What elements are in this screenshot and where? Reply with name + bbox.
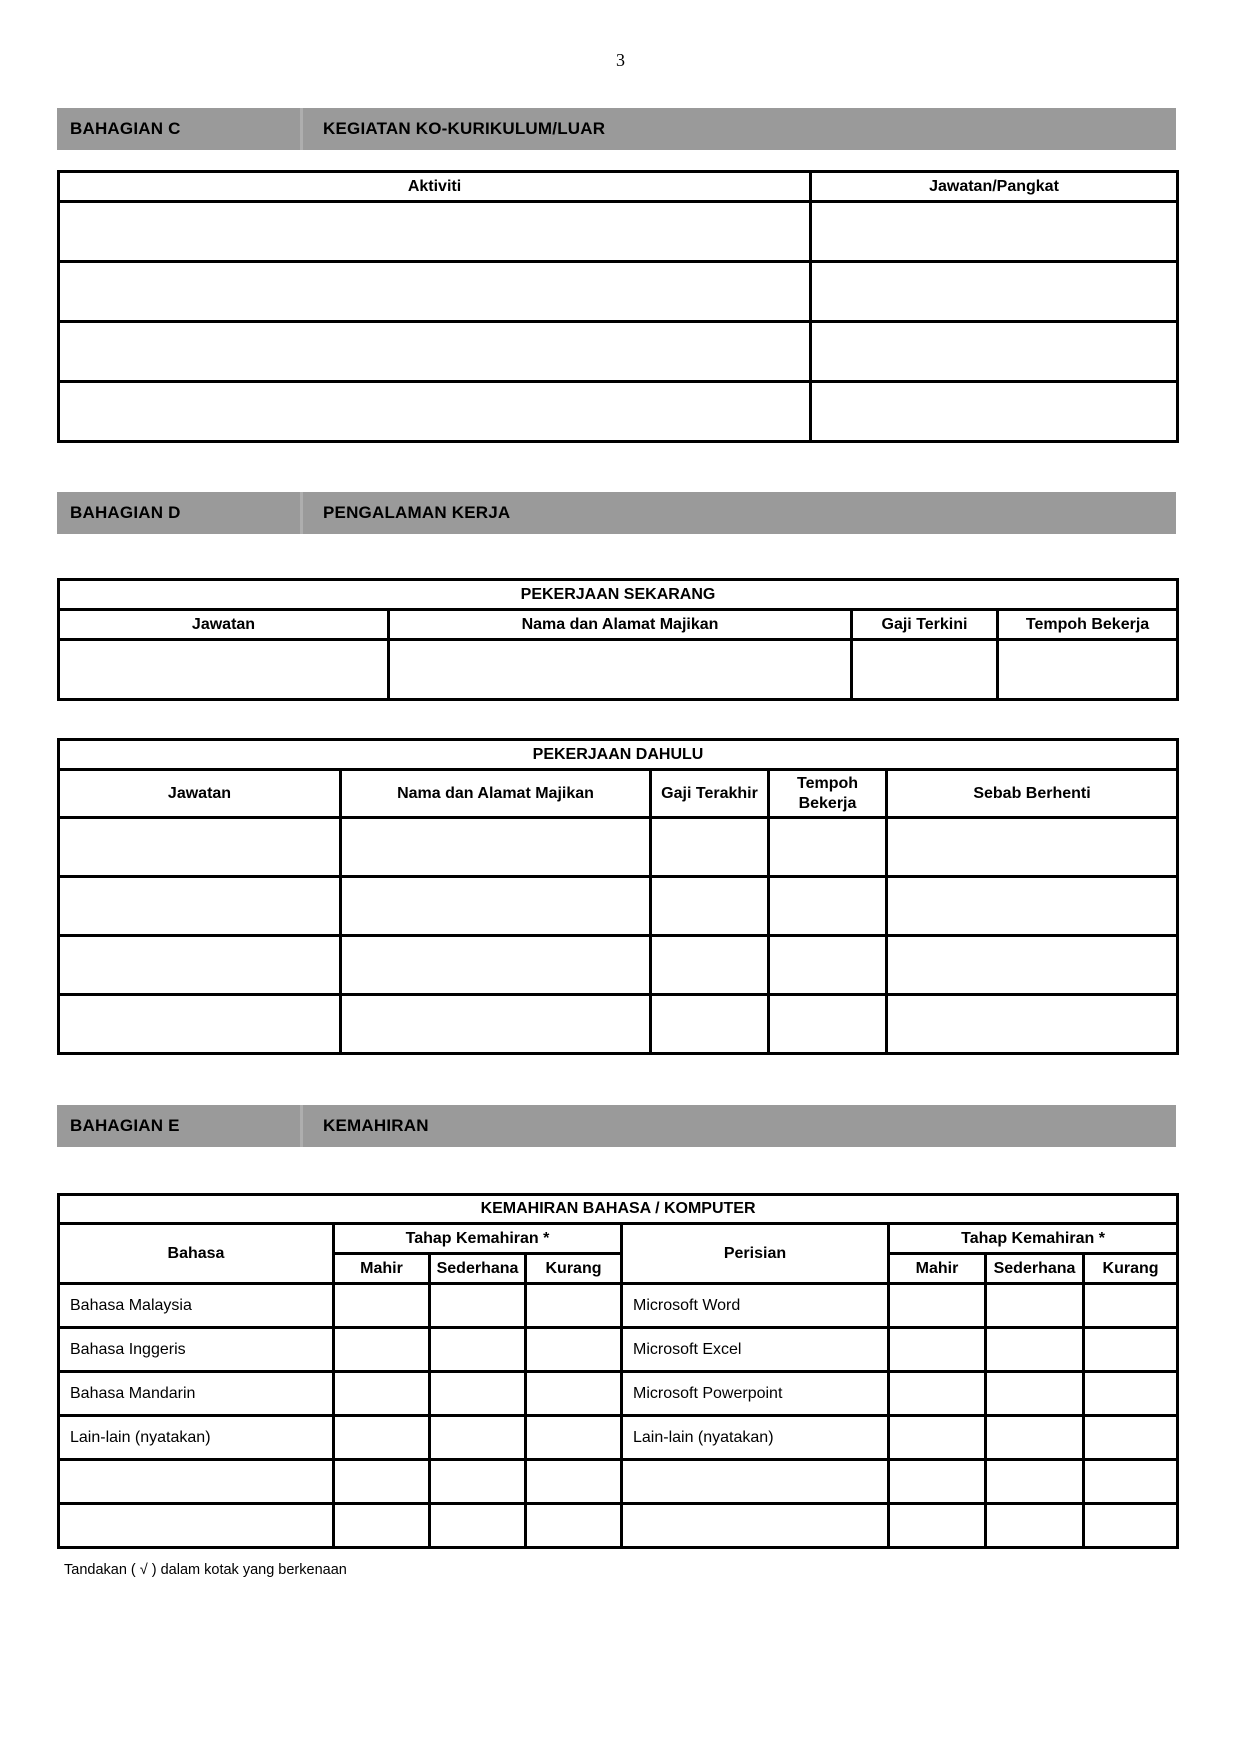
mahir-checkbox-cell[interactable] — [889, 1372, 986, 1416]
kurang-checkbox-cell[interactable] — [1084, 1416, 1178, 1460]
sederhana-checkbox-cell[interactable] — [430, 1284, 526, 1328]
sederhana-checkbox-cell[interactable] — [430, 1372, 526, 1416]
section-bar-e — [57, 1105, 1176, 1147]
pekerjaan-dahulu-row — [59, 995, 1178, 1054]
header-sederhana: Sederhana — [430, 1254, 526, 1284]
kokurikulum-row — [59, 202, 1178, 262]
header-perisian: Perisian — [622, 1224, 889, 1284]
header-sederhana: Sederhana — [986, 1254, 1084, 1284]
header-jawatan: Jawatan — [59, 610, 389, 640]
section-bar-c — [57, 108, 1176, 150]
nama-alamat-majikan-input-cell[interactable] — [341, 995, 651, 1054]
bahasa-input-cell[interactable] — [59, 1504, 334, 1548]
mahir-checkbox-cell[interactable] — [334, 1372, 430, 1416]
jawatan-input-cell[interactable] — [59, 936, 341, 995]
pekerjaan-dahulu-title: PEKERJAAN DAHULU — [59, 740, 1178, 770]
section-e-title: KEMAHIRAN — [323, 1116, 429, 1135]
perisian-input-cell[interactable] — [622, 1504, 889, 1548]
header-tempoh-bekerja: Tempoh Bekerja — [769, 770, 887, 818]
sebab-berhenti-input-cell[interactable] — [887, 995, 1178, 1054]
kurang-checkbox-cell[interactable] — [526, 1328, 622, 1372]
kurang-checkbox-cell[interactable] — [526, 1284, 622, 1328]
section-bar-d — [57, 492, 1176, 534]
jawatan-pangkat-input-cell[interactable] — [811, 322, 1178, 382]
gaji-terakhir-input-cell[interactable] — [651, 818, 769, 877]
mahir-checkbox-cell[interactable] — [334, 1504, 430, 1548]
sebab-berhenti-input-cell[interactable] — [887, 936, 1178, 995]
kemahiran-row — [59, 1328, 1178, 1372]
jawatan-pangkat-input-cell[interactable] — [811, 382, 1178, 442]
bahasa-input-cell[interactable] — [59, 1460, 334, 1504]
jawatan-input-cell[interactable] — [59, 995, 341, 1054]
header-gaji-terakhir: Gaji Terakhir — [651, 770, 769, 818]
mahir-checkbox-cell[interactable] — [889, 1328, 986, 1372]
mahir-checkbox-cell[interactable] — [334, 1460, 430, 1504]
section-e-label: BAHAGIAN E — [57, 1105, 303, 1147]
sederhana-checkbox-cell[interactable] — [986, 1504, 1084, 1548]
pekerjaan-dahulu-header-row — [59, 770, 1178, 818]
pekerjaan-dahulu-row — [59, 936, 1178, 995]
nama-alamat-majikan-input-cell[interactable] — [341, 936, 651, 995]
aktiviti-input-cell[interactable] — [59, 262, 811, 322]
gaji-terakhir-input-cell[interactable] — [651, 995, 769, 1054]
header-nama-alamat-majikan: Nama dan Alamat Majikan — [389, 610, 852, 640]
jawatan-pangkat-input-cell[interactable] — [811, 202, 1178, 262]
kokurikulum-row — [59, 262, 1178, 322]
pekerjaan-sekarang-header-row — [59, 610, 1178, 640]
kokurikulum-row — [59, 382, 1178, 442]
aktiviti-input-cell[interactable] — [59, 382, 811, 442]
tempoh-bekerja-input-cell[interactable] — [769, 818, 887, 877]
mahir-checkbox-cell[interactable] — [889, 1460, 986, 1504]
page-number: 3 — [616, 50, 625, 70]
gaji-terakhir-input-cell[interactable] — [651, 877, 769, 936]
perisian-label: Microsoft Word — [622, 1284, 889, 1328]
sederhana-checkbox-cell[interactable] — [430, 1460, 526, 1504]
pekerjaan-dahulu-row — [59, 818, 1178, 877]
pekerjaan-dahulu-row — [59, 877, 1178, 936]
header-aktiviti: Aktiviti — [59, 172, 811, 202]
section-c-label: BAHAGIAN C — [57, 108, 303, 150]
section-c-title: KEGIATAN KO-KURIKULUM/LUAR — [323, 119, 606, 138]
tempoh-bekerja-input-cell[interactable] — [769, 936, 887, 995]
bahasa-label: Bahasa Inggeris — [59, 1328, 334, 1372]
tempoh-bekerja-input-cell[interactable] — [998, 640, 1178, 700]
tempoh-bekerja-input-cell[interactable] — [769, 877, 887, 936]
pekerjaan-sekarang-row — [59, 640, 1178, 700]
pekerjaan-sekarang-title: PEKERJAAN SEKARANG — [59, 580, 1178, 610]
pekerjaan-sekarang-title-row — [59, 580, 1178, 610]
mahir-checkbox-cell[interactable] — [334, 1328, 430, 1372]
kurang-checkbox-cell[interactable] — [1084, 1284, 1178, 1328]
bahasa-label: Bahasa Malaysia — [59, 1284, 334, 1328]
header-gaji-terkini: Gaji Terkini — [852, 610, 998, 640]
kurang-checkbox-cell[interactable] — [1084, 1372, 1178, 1416]
header-nama-alamat-majikan: Nama dan Alamat Majikan — [341, 770, 651, 818]
kemahiran-row — [59, 1416, 1178, 1460]
section-d-title: PENGALAMAN KERJA — [323, 503, 511, 522]
jawatan-input-cell[interactable] — [59, 818, 341, 877]
header-jawatan-pangkat: Jawatan/Pangkat — [811, 172, 1178, 202]
kemahiran-title-row — [59, 1195, 1178, 1224]
header-tempoh-bekerja: Tempoh Bekerja — [998, 610, 1178, 640]
kokurikulum-header-row — [59, 172, 1178, 202]
sederhana-checkbox-cell[interactable] — [430, 1416, 526, 1460]
perisian-label: Microsoft Excel — [622, 1328, 889, 1372]
kurang-checkbox-cell[interactable] — [1084, 1504, 1178, 1548]
gaji-terakhir-input-cell[interactable] — [651, 936, 769, 995]
aktiviti-input-cell[interactable] — [59, 202, 811, 262]
kurang-checkbox-cell[interactable] — [1084, 1328, 1178, 1372]
nama-alamat-majikan-input-cell[interactable] — [389, 640, 852, 700]
pekerjaan-dahulu-table — [57, 738, 1179, 1055]
bahasa-label: Bahasa Mandarin — [59, 1372, 334, 1416]
sederhana-checkbox-cell[interactable] — [986, 1328, 1084, 1372]
header-sebab-berhenti: Sebab Berhenti — [887, 770, 1178, 818]
header-bahasa: Bahasa — [59, 1224, 334, 1284]
mahir-checkbox-cell[interactable] — [889, 1416, 986, 1460]
header-jawatan: Jawatan — [59, 770, 341, 818]
mahir-checkbox-cell[interactable] — [334, 1416, 430, 1460]
kurang-checkbox-cell[interactable] — [526, 1460, 622, 1504]
header-mahir: Mahir — [334, 1254, 430, 1284]
sederhana-checkbox-cell[interactable] — [986, 1284, 1084, 1328]
nama-alamat-majikan-input-cell[interactable] — [341, 818, 651, 877]
section-d-label: BAHAGIAN D — [57, 492, 303, 534]
kokurikulum-table — [57, 170, 1179, 443]
header-mahir: Mahir — [889, 1254, 986, 1284]
perisian-label: Lain-lain (nyatakan) — [622, 1416, 889, 1460]
kurang-checkbox-cell[interactable] — [526, 1372, 622, 1416]
kemahiran-title: KEMAHIRAN BAHASA / KOMPUTER — [59, 1195, 1178, 1224]
jawatan-input-cell[interactable] — [59, 640, 389, 700]
sederhana-checkbox-cell[interactable] — [430, 1328, 526, 1372]
mahir-checkbox-cell[interactable] — [889, 1284, 986, 1328]
pekerjaan-sekarang-table — [57, 578, 1179, 701]
kemahiran-row — [59, 1372, 1178, 1416]
kemahiran-row — [59, 1504, 1178, 1548]
header-tahap-kemahiran-bahasa: Tahap Kemahiran * — [334, 1224, 622, 1254]
sederhana-checkbox-cell[interactable] — [986, 1460, 1084, 1504]
sebab-berhenti-input-cell[interactable] — [887, 818, 1178, 877]
kurang-checkbox-cell[interactable] — [1084, 1460, 1178, 1504]
tempoh-bekerja-input-cell[interactable] — [769, 995, 887, 1054]
pekerjaan-dahulu-title-row — [59, 740, 1178, 770]
aktiviti-input-cell[interactable] — [59, 322, 811, 382]
kemahiran-table — [57, 1193, 1179, 1549]
checkbox-instruction-note: Tandakan ( √ ) dalam kotak yang berkenaan — [64, 1562, 347, 1578]
kemahiran-row — [59, 1284, 1178, 1328]
gaji-terkini-input-cell[interactable] — [852, 640, 998, 700]
mahir-checkbox-cell[interactable] — [889, 1504, 986, 1548]
header-tahap-kemahiran-perisian: Tahap Kemahiran * — [889, 1224, 1178, 1254]
mahir-checkbox-cell[interactable] — [334, 1284, 430, 1328]
header-kurang: Kurang — [526, 1254, 622, 1284]
kokurikulum-row — [59, 322, 1178, 382]
kemahiran-row — [59, 1460, 1178, 1504]
kemahiran-header-row-1 — [59, 1224, 1178, 1254]
nama-alamat-majikan-input-cell[interactable] — [341, 877, 651, 936]
header-kurang: Kurang — [1084, 1254, 1178, 1284]
sederhana-checkbox-cell[interactable] — [986, 1416, 1084, 1460]
jawatan-pangkat-input-cell[interactable] — [811, 262, 1178, 322]
sebab-berhenti-input-cell[interactable] — [887, 877, 1178, 936]
perisian-label: Microsoft Powerpoint — [622, 1372, 889, 1416]
kurang-checkbox-cell[interactable] — [526, 1416, 622, 1460]
kurang-checkbox-cell[interactable] — [526, 1504, 622, 1548]
jawatan-input-cell[interactable] — [59, 877, 341, 936]
perisian-input-cell[interactable] — [622, 1460, 889, 1504]
sederhana-checkbox-cell[interactable] — [430, 1504, 526, 1548]
bahasa-label: Lain-lain (nyatakan) — [59, 1416, 334, 1460]
sederhana-checkbox-cell[interactable] — [986, 1372, 1084, 1416]
